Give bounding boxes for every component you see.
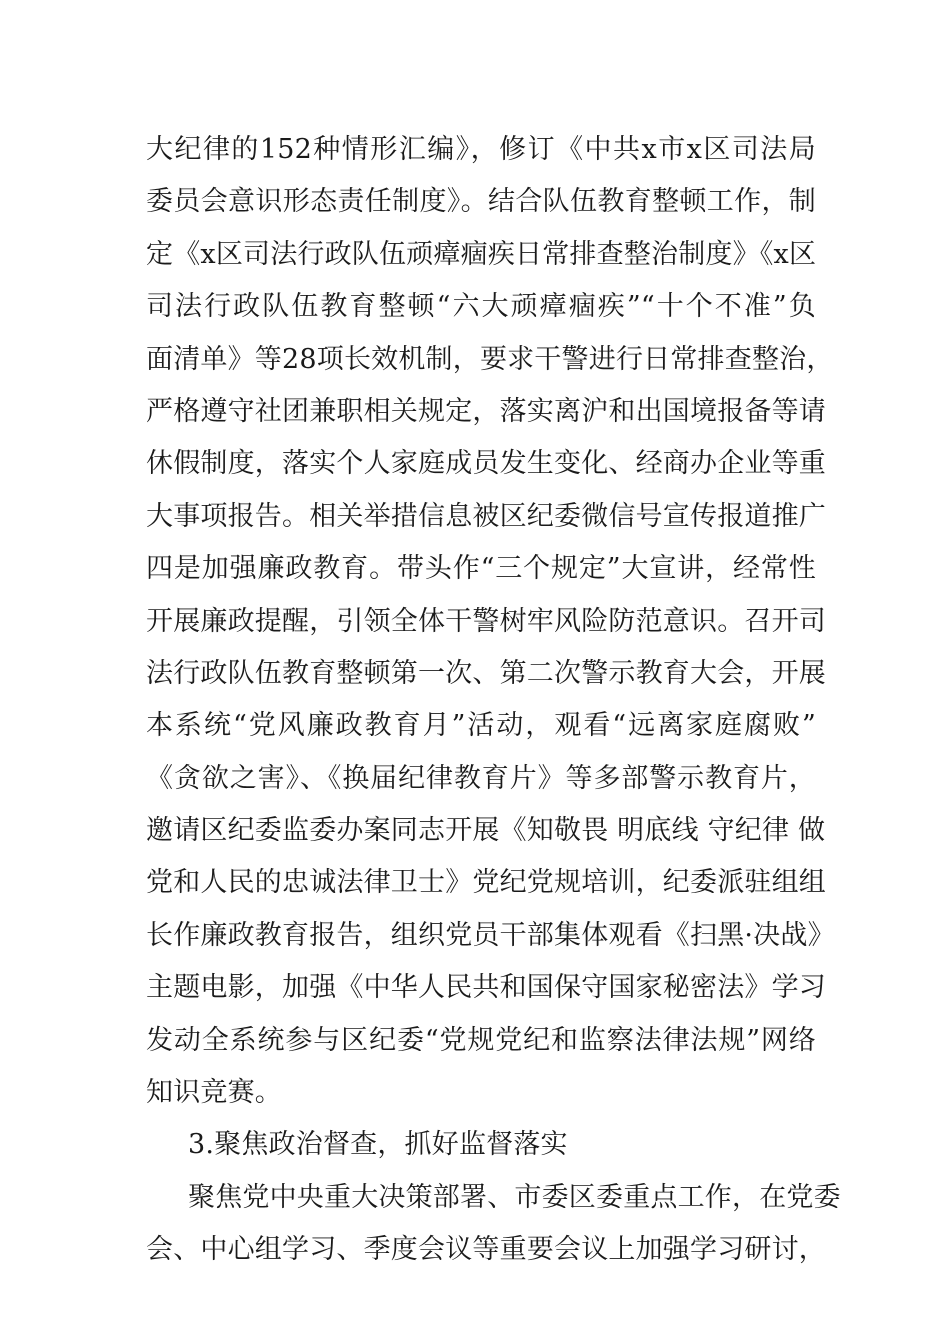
text-line: 面清单》等28项长效机制，要求干警进行日常排查整治， <box>146 343 834 375</box>
section-heading: 3.聚焦政治督查，抓好监督落实 <box>188 1129 568 1161</box>
text-line: 委员会意识形态责任制度》。结合队伍教育整顿工作，制 <box>146 186 816 218</box>
text-line: 发动全系统参与区纪委“党规党纪和监察法律法规”网络 <box>146 1024 816 1056</box>
text-line: 党和人民的忠诚法律卫士》党纪党规培训，纪委派驻组组 <box>146 867 826 899</box>
text-line: 严格遵守社团兼职相关规定，落实离沪和出国境报备等请 <box>146 395 826 427</box>
text-line: 大纪律的152种情形汇编》，修订《中共x市x区司法局 <box>146 134 816 165</box>
text-line: 本系统“党风廉政教育月”活动，观看“远离家庭腐败” <box>146 710 816 742</box>
text-line: 会、中心组学习、季度会议等重要会议上加强学习研讨， <box>146 1234 826 1266</box>
text-line: 开展廉政提醒，引领全体干警树牢风险防范意识。召开司 <box>146 605 826 637</box>
text-line: 定《x区司法行政队伍顽瘴痼疾日常排查整治制度》《x区 <box>146 238 817 270</box>
text-line: 休假制度，落实个人家庭成员发生变化、经商办企业等重 <box>146 448 826 480</box>
text-line: 司法行政队伍教育整顿“六大顽瘴痼疾”“十个不准”负 <box>146 291 816 323</box>
text-line: 法行政队伍教育整顿第一次、第二次警示教育大会，开展 <box>146 657 826 689</box>
text-line: 聚焦党中央重大决策部署、市委区委重点工作，在党委 <box>188 1181 841 1213</box>
text-line: 知识竞赛。 <box>146 1077 282 1109</box>
text-line: 邀请区纪委监委办案同志开展《知敬畏 明底线 守纪律 做 <box>146 815 826 847</box>
text-line: 主题电影，加强《中华人民共和国保守国家秘密法》学习 <box>146 972 826 1004</box>
text-line: 四是加强廉政教育。带头作“三个规定”大宣讲，经常性 <box>146 553 816 585</box>
body-text <box>146 124 841 1277</box>
text-line: 大事项报告。相关举措信息被区纪委微信号宣传报道推广 <box>146 500 826 532</box>
text-line: 《贪欲之害》、《换届纪律教育片》等多部警示教育片， <box>146 762 816 794</box>
text-line: 长作廉政教育报告，组织党员干部集体观看《扫黑·决战》 <box>146 919 835 951</box>
